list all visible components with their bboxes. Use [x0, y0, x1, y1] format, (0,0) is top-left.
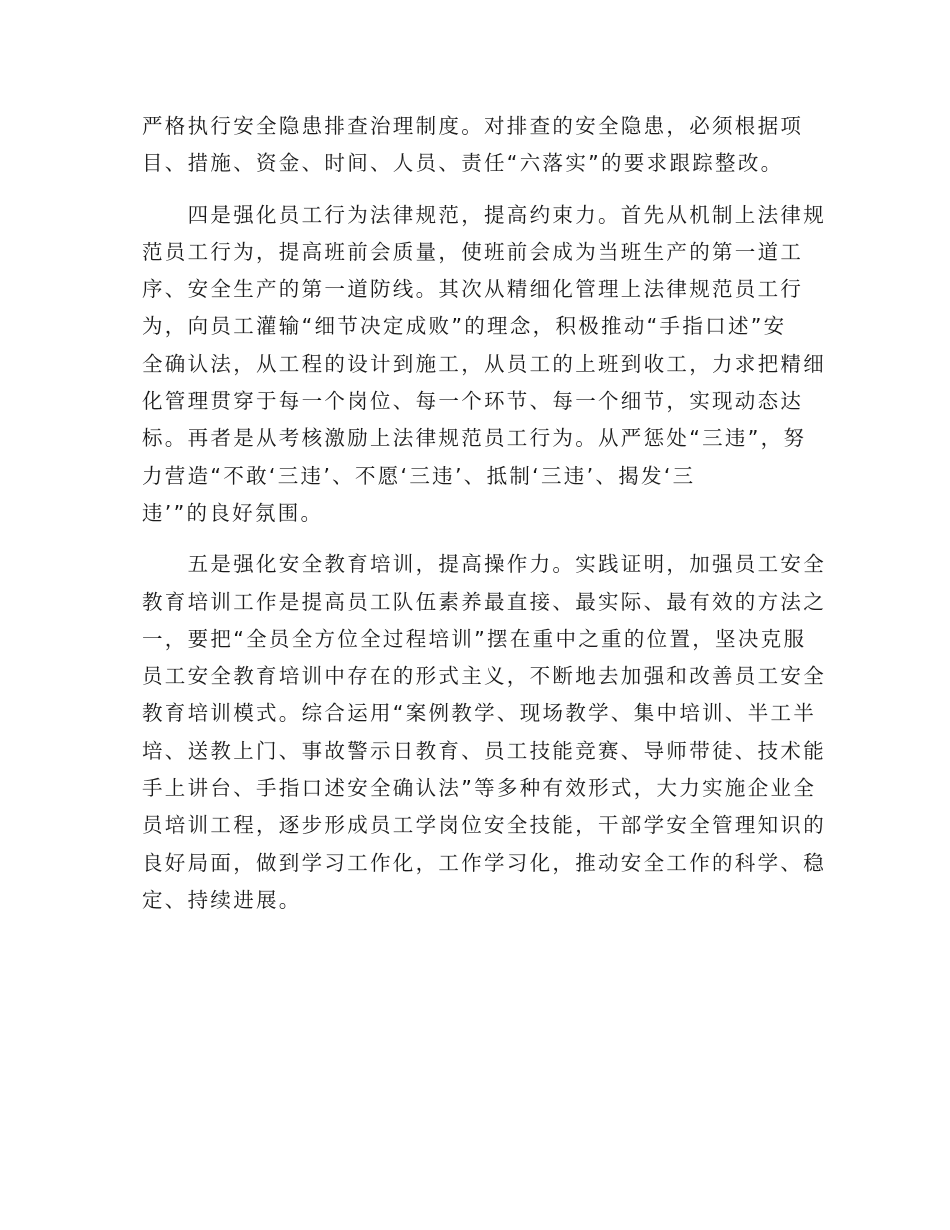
text-line: 员工安全教育培训中存在的形式主义，不断地去加强和改善员工安全: [142, 664, 826, 689]
text-line: 全确认法，从工程的设计到施工，从员工的上班到收工，力求把精细: [142, 351, 826, 376]
text-line: 化管理贯穿于每一个岗位、每一个环节、每一个细节，实现动态达: [142, 389, 804, 414]
text-line: 员培训工程，逐步形成员工学岗位安全技能，干部学安全管理知识的: [142, 813, 826, 838]
text-line: 培、送教上门、事故警示日教育、员工技能竞赛、导师带徒、技术能: [142, 738, 826, 763]
text-line: 严格执行安全隐患排查治理制度。对排查的安全隐患，必须根据项: [142, 114, 804, 138]
text-line: 良好局面，做到学习工作化，工作学习化，推动安全工作的科学、稳: [142, 850, 826, 875]
paragraph-safety-training: [142, 546, 826, 919]
document-body: [142, 108, 826, 933]
text-line: 四是强化员工行为法律规范，提高约束力。首先从机制上法律规: [142, 202, 826, 227]
text-line: 为，向员工灌输“细节决定成败”的理念，积极推动“手指口述”安: [142, 314, 787, 339]
text-line: 范员工行为，提高班前会质量，使班前会成为当班生产的第一道工: [142, 239, 804, 264]
text-line: 标。再者是从考核激励上法律规范员工行为。从严惩处“三违”，努: [142, 426, 807, 451]
text-line: 目、措施、资金、时间、人员、责任“六落实”的要求跟踪整改。: [142, 151, 784, 176]
text-line: 一，要把“全员全方位全过程培训”摆在重中之重的位置，坚决克服: [142, 626, 807, 651]
text-line: 力营造“不敢‘三违’、不愿‘三违’、抵制‘三违’、揭发‘三: [142, 463, 696, 488]
text-line: 教育培训工作是提高员工队伍素养最直接、最实际、最有效的方法之: [142, 589, 826, 614]
paragraph-hazard-rectification: [142, 108, 804, 183]
paragraph-behavior-norms: [142, 197, 826, 533]
text-line: 序、安全生产的第一道防线。其次从精细化管理上法律规范员工行: [142, 277, 804, 302]
text-line: 定、持续进展。: [142, 887, 302, 912]
text-line: 违’”的良好氛围。: [142, 500, 324, 525]
text-line: 手上讲台、手指口述安全确认法”等多种有效形式，大力实施企业全: [142, 776, 817, 801]
text-line: 五是强化安全教育培训，提高操作力。实践证明，加强员工安全: [142, 552, 826, 577]
text-line: 教育培训模式。综合运用“案例教学、现场教学、集中培训、半工半: [142, 701, 817, 726]
